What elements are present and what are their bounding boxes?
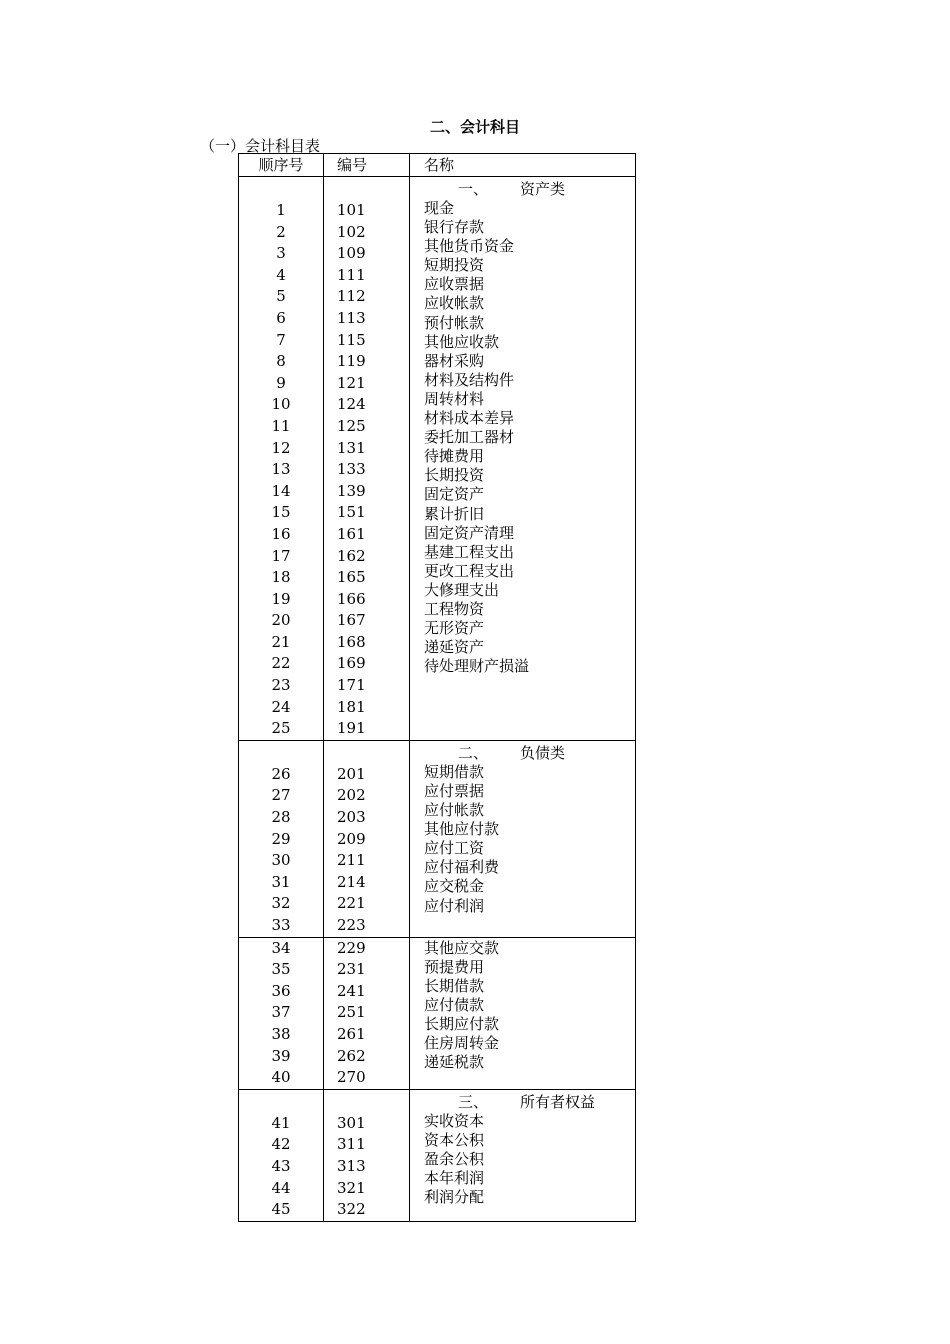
name-cell: 银行存款	[424, 218, 485, 237]
table-header-row	[239, 154, 635, 177]
group-heading-number: 一、	[458, 180, 489, 198]
seq-cell: 5	[276, 287, 286, 306]
name-cell: 工程物资	[424, 599, 485, 618]
name-cell: 无形资产	[424, 619, 485, 638]
seq-cell: 15	[271, 503, 291, 522]
group-heading-number: 二、	[458, 743, 489, 762]
code-cell: 169	[337, 654, 366, 673]
account-group	[239, 1090, 635, 1221]
seq-cell: 38	[271, 1024, 291, 1043]
seq-cell: 28	[271, 808, 291, 827]
seq-cell: 22	[271, 654, 291, 673]
header-code: 编号	[324, 154, 410, 176]
seq-cell: 16	[271, 524, 291, 543]
name-cell: 累计折旧	[424, 504, 485, 523]
name-cell: 预付帐款	[424, 313, 485, 332]
name-cell: 住房周转金	[424, 1034, 500, 1053]
code-cell: 102	[337, 222, 366, 241]
name-cell: 应收票据	[424, 275, 485, 294]
seq-cell: 9	[276, 373, 286, 392]
code-cell: 109	[337, 244, 366, 263]
name-cell: 递延税款	[424, 1053, 485, 1072]
seq-cell: 11	[271, 416, 291, 435]
seq-cell: 35	[271, 960, 291, 979]
code-cell: 119	[337, 352, 366, 371]
seq-cell: 3	[276, 244, 286, 263]
code-cell: 133	[337, 460, 366, 479]
group-heading-text: 负债类	[520, 743, 566, 762]
name-cell: 待摊费用	[424, 447, 485, 466]
name-cell: 利润分配	[424, 1188, 485, 1207]
code-cell: 168	[337, 632, 366, 651]
code-cell: 113	[337, 308, 366, 327]
code-cell: 262	[337, 1046, 366, 1065]
seq-column	[239, 177, 324, 740]
name-cell: 应付工资	[424, 839, 485, 858]
seq-cell: 32	[271, 894, 291, 913]
seq-cell: 6	[276, 308, 286, 327]
code-cell: 313	[337, 1156, 366, 1175]
name-cell: 应付利润	[424, 896, 485, 915]
name-cell: 大修理支出	[424, 580, 500, 599]
name-column	[410, 741, 635, 937]
seq-cell: 7	[276, 330, 286, 349]
seq-cell: 30	[271, 851, 291, 870]
seq-cell: 1	[276, 201, 286, 219]
seq-cell: 40	[271, 1068, 291, 1087]
name-cell: 其他应交款	[424, 938, 500, 957]
code-cell: 165	[337, 568, 366, 587]
code-cell: 229	[337, 938, 366, 957]
code-column	[324, 177, 410, 740]
name-cell: 应付票据	[424, 781, 485, 800]
code-column	[324, 938, 410, 1089]
code-cell: 270	[337, 1068, 366, 1087]
code-cell: 241	[337, 981, 366, 1000]
seq-cell: 41	[271, 1113, 291, 1132]
name-cell: 短期投资	[424, 256, 485, 275]
code-cell: 202	[337, 786, 366, 805]
name-cell: 材料成本差异	[424, 409, 515, 428]
section-title: （一）会计科目表	[200, 137, 321, 155]
name-cell: 盈余公积	[424, 1149, 485, 1168]
account-group	[239, 741, 635, 938]
name-cell: 长期应付款	[424, 1014, 500, 1033]
group-heading	[424, 1092, 635, 1112]
seq-cell: 42	[271, 1135, 291, 1154]
seq-cell: 29	[271, 829, 291, 848]
name-cell: 待处理财产损溢	[424, 657, 530, 676]
seq-cell: 44	[271, 1178, 291, 1197]
account-group	[239, 938, 635, 1090]
name-cell: 其他货币资金	[424, 237, 515, 256]
seq-cell: 13	[271, 460, 291, 479]
group-heading	[424, 743, 635, 763]
code-cell: 167	[337, 611, 366, 630]
header-seq: 顺序号	[239, 154, 324, 176]
name-column	[410, 938, 635, 1089]
seq-cell: 33	[271, 916, 291, 934]
table-body	[239, 177, 635, 1221]
seq-cell: 21	[271, 632, 291, 651]
code-cell: 231	[337, 960, 366, 979]
seq-column	[239, 1090, 324, 1221]
document-title: 二、会计科目	[429, 118, 520, 136]
seq-cell: 4	[276, 265, 286, 284]
code-cell: 171	[337, 676, 366, 695]
name-column	[410, 1090, 635, 1221]
code-column	[324, 1090, 410, 1221]
name-cell: 本年利润	[424, 1169, 485, 1188]
code-cell: 181	[337, 697, 366, 716]
seq-cell: 19	[271, 589, 291, 608]
code-cell: 311	[337, 1135, 366, 1154]
name-cell: 更改工程支出	[424, 561, 515, 580]
name-cell: 预提费用	[424, 957, 485, 976]
group-heading	[424, 179, 635, 199]
seq-cell: 39	[271, 1046, 291, 1065]
group-heading-text: 资产类	[520, 180, 566, 198]
code-cell: 161	[337, 524, 366, 543]
seq-column	[239, 938, 324, 1089]
name-cell: 周转材料	[424, 389, 485, 408]
name-cell: 应交税金	[424, 877, 485, 896]
code-cell: 203	[337, 808, 366, 827]
seq-cell: 27	[271, 786, 291, 805]
name-cell: 长期借款	[424, 976, 485, 995]
name-cell: 其他应付款	[424, 820, 500, 839]
seq-cell: 37	[271, 1003, 291, 1022]
code-cell: 221	[337, 894, 366, 913]
code-cell: 121	[337, 373, 366, 392]
code-cell: 223	[337, 916, 366, 934]
code-cell: 321	[337, 1178, 366, 1197]
code-cell: 214	[337, 872, 366, 891]
code-cell: 112	[337, 287, 366, 306]
seq-cell: 23	[271, 676, 291, 695]
seq-cell: 24	[271, 697, 291, 716]
seq-cell: 45	[271, 1200, 291, 1219]
code-cell: 125	[337, 416, 366, 435]
name-cell: 长期投资	[424, 466, 485, 485]
header-name: 名称	[424, 156, 455, 174]
name-cell: 现金	[424, 199, 455, 217]
seq-cell: 31	[271, 872, 291, 891]
code-cell: 131	[337, 438, 366, 457]
name-cell: 器材采购	[424, 351, 485, 370]
seq-cell: 20	[271, 611, 291, 630]
code-cell: 139	[337, 481, 366, 500]
name-cell: 基建工程支出	[424, 542, 515, 561]
name-cell: 应付福利费	[424, 858, 500, 877]
seq-column	[239, 741, 324, 937]
code-cell: 101	[337, 201, 366, 219]
name-cell: 固定资产清理	[424, 523, 515, 542]
name-cell: 固定资产	[424, 485, 485, 504]
seq-cell: 17	[271, 546, 291, 565]
name-column	[410, 177, 635, 740]
name-cell: 委托加工器材	[424, 428, 515, 447]
account-group	[239, 177, 635, 741]
code-cell: 191	[337, 719, 366, 738]
name-cell: 递延资产	[424, 638, 485, 657]
seq-cell: 25	[271, 719, 291, 738]
name-cell: 材料及结构件	[424, 370, 515, 389]
name-cell: 实收资本	[424, 1111, 485, 1130]
seq-cell: 18	[271, 568, 291, 587]
code-cell: 111	[337, 265, 366, 284]
seq-cell: 34	[271, 938, 291, 957]
code-cell: 115	[337, 330, 366, 349]
code-cell: 301	[337, 1113, 366, 1132]
code-cell: 124	[337, 395, 366, 414]
code-cell: 211	[337, 851, 366, 870]
code-cell: 151	[337, 503, 366, 522]
code-cell: 322	[337, 1200, 366, 1219]
name-cell: 应付帐款	[424, 801, 485, 820]
group-heading-text: 所有者权益	[520, 1092, 596, 1111]
code-cell: 166	[337, 589, 366, 608]
name-cell: 其他应收款	[424, 332, 500, 351]
code-cell: 251	[337, 1003, 366, 1022]
name-cell: 资本公积	[424, 1130, 485, 1149]
seq-cell: 36	[271, 981, 291, 1000]
code-cell: 162	[337, 546, 366, 565]
seq-cell: 43	[271, 1156, 291, 1175]
seq-cell: 14	[271, 481, 291, 500]
code-cell: 261	[337, 1024, 366, 1043]
name-cell: 短期借款	[424, 762, 485, 781]
group-heading-number: 三、	[458, 1092, 489, 1111]
name-cell: 应收帐款	[424, 294, 485, 313]
accounts-table	[238, 153, 636, 1222]
name-cell: 应付债款	[424, 995, 485, 1014]
code-cell: 209	[337, 829, 366, 848]
seq-cell: 12	[271, 438, 291, 457]
code-column	[324, 741, 410, 937]
seq-cell: 2	[276, 222, 286, 241]
seq-cell: 10	[271, 395, 291, 414]
seq-cell: 8	[276, 352, 286, 371]
seq-cell: 26	[271, 764, 291, 783]
code-cell: 201	[337, 764, 366, 783]
